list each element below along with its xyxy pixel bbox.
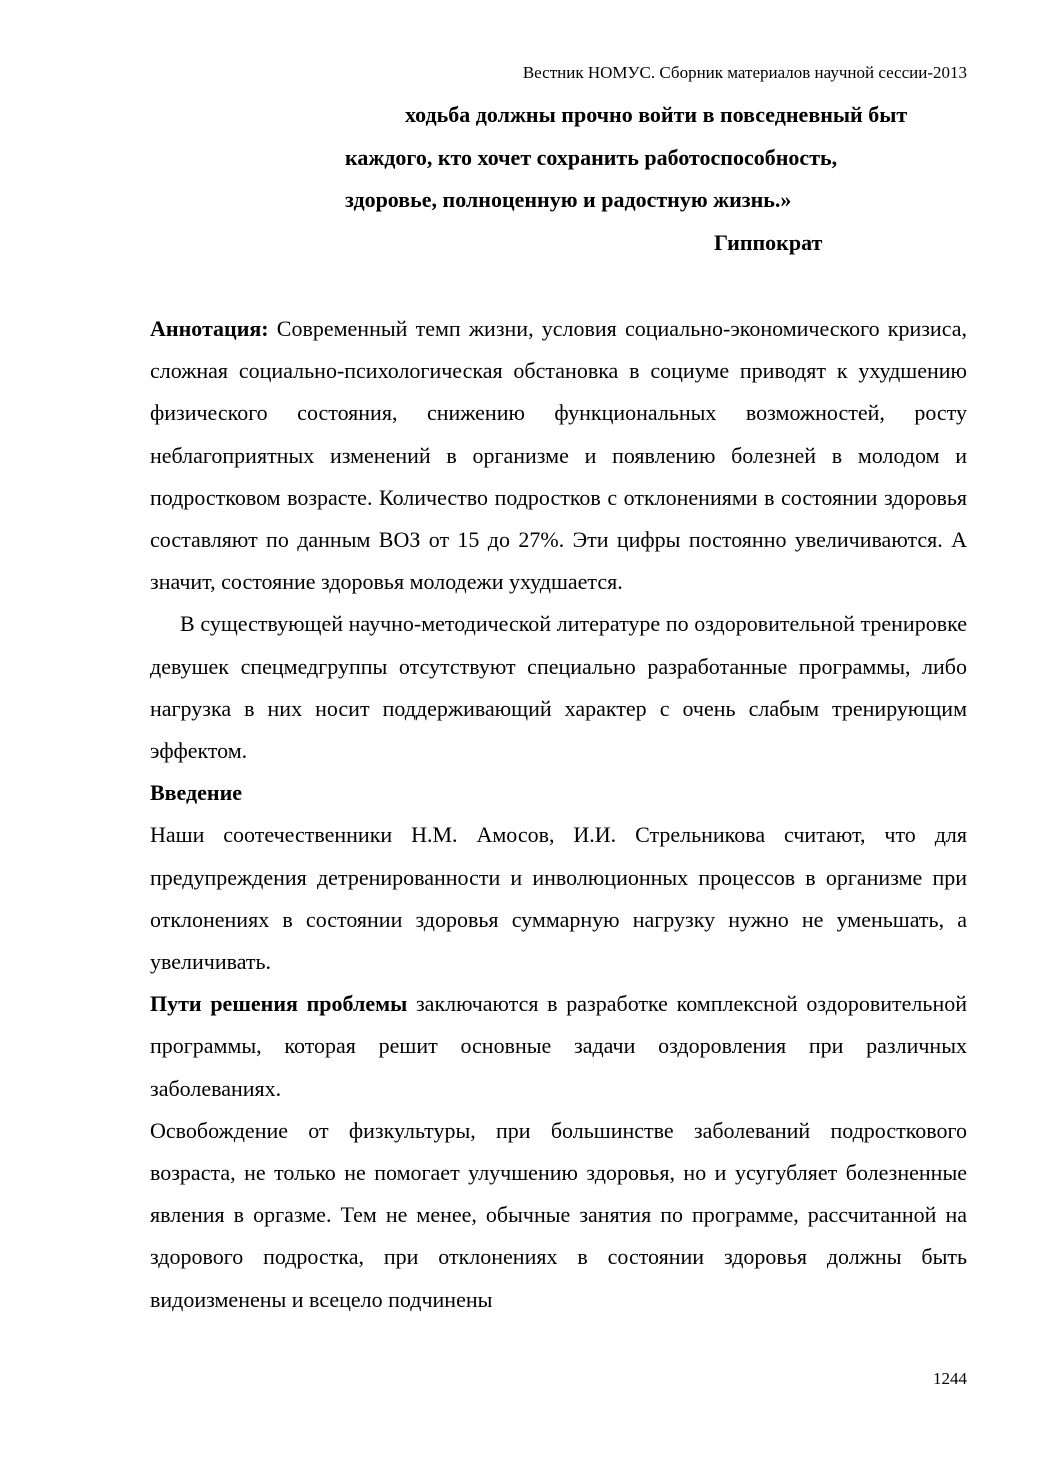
literature-paragraph: В существующей научно-методической литературе по оздоровительной тренировке девушек спецмедгруппы отсутствуют специально разработанные программы, либо нагрузка в них носит поддерживающий характер с очень слабым тренирующим эффектом. (150, 611, 967, 764)
annotation-label: Аннотация: (150, 316, 269, 341)
annotation-text: Современный темп жизни, условия социально-экономического кризиса, сложная социально-психологическая обстановка в социуме приводят к ухудшению физического состояния, снижению функциональных возможностей, росту неблагоприятных изменений в организме и появлению болезней в молодом и подростковом возрасте. Количество подростков с отклонениями в состоянии здоровья составляют по данным ВОЗ от 15 до 27%. Эти цифры постоянно увеличиваются. А значит, состояние здоровья молодежи ухудшается. (150, 316, 967, 595)
exemption-paragraph: Освобождение от физкультуры, при большинстве заболеваний подросткового возраста, не только не помогает улучшению здоровья, но и усугубляет болезненные явления в оргазме. Тем не менее, обычные занятия по программе, рассчитанной на здорового подростка, при отклонениях в состоянии здоровья должны быть видоизменены и всецело подчинены (150, 1117, 967, 1312)
solution-paragraph (150, 983, 967, 1110)
page-number: 1244 (933, 1369, 967, 1388)
epigraph-line-3-text: здоровье, полноценную и радостную жизнь.» (345, 187, 792, 212)
epigraph-line-2-text: каждого, кто хочет сохранить работоспособность, (345, 145, 838, 170)
solution-text: заключаются в разработке комплексной оздоровительной программы, которая решит основные задачи оздоровления при различных заболеваниях. (150, 991, 967, 1101)
introduction-paragraph: Наши соотечественники Н.М. Амосов, И.И. Стрельникова считают, что для предупреждения детренированности и инволюционных процессов в организме при отклонениях в состоянии здоровья суммарную нагрузку нужно не уменьшать, а увеличивать. (150, 822, 967, 975)
epigraph-line-1-text: ходьба должны прочно войти в повседневный быт (405, 102, 908, 127)
epigraph-author-text: Гиппократ (714, 230, 823, 255)
solution-label: Пути решения проблемы (150, 991, 408, 1017)
journal-header: Вестник НОМУС. Сборник материалов научной сессии-2013 (522, 63, 967, 82)
article-body (150, 308, 967, 1321)
annotation-paragraph (150, 308, 967, 603)
introduction-heading: Введение (150, 780, 243, 806)
